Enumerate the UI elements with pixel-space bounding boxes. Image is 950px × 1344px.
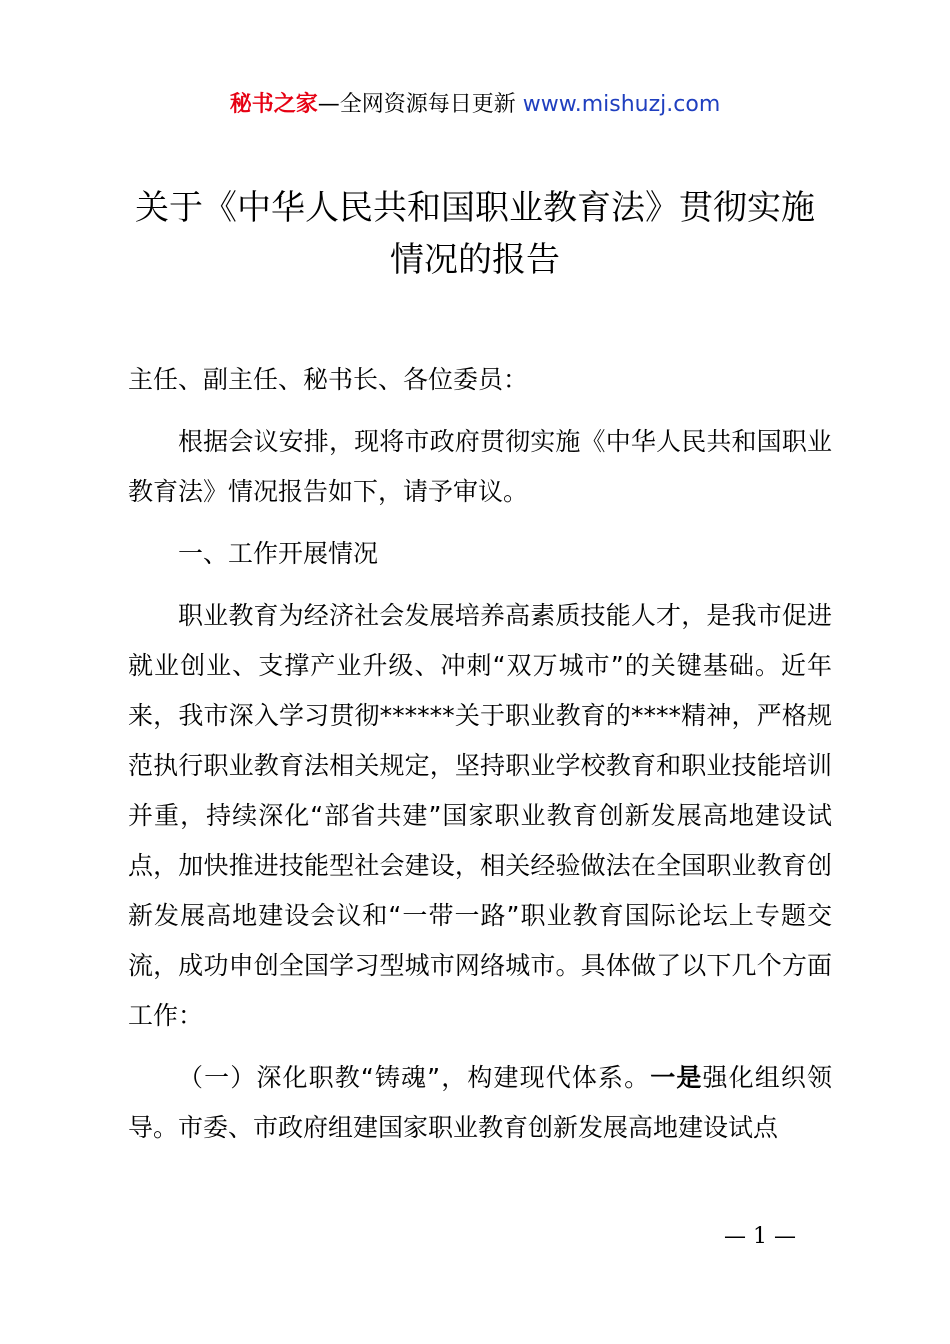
overview-paragraph: 职业教育为经济社会发展培养高素质技能人才，是我市促进就业创业、支撑产业升级、冲刺“双万城市”的关键基础。近年来，我市深入学习贯彻******关于职业教育的****精神，严格规范执行职业教育法相关规定，坚持职业学校教育和职业技能培训并重，持续深化“部省共建”国家职业教育创新发展高地建设试点，加快推进技能型社会建设，相关经验做法在全国职业教育创新发展高地建设会议和“一带一路”职业教育国际论坛上专题交流，成功申创全国学习型城市网络城市。具体做了以下几个方面工作： [128, 601, 832, 1030]
title-line-1: 关于《中华人民共和国职业教育法》贯彻实施 [135, 188, 815, 228]
site-banner [0, 88, 950, 122]
subsection-heading: （一）深化职教“铸魂”，构建现代体系。 [178, 1063, 651, 1092]
subsection-text: 强化组织领导。市委、市政府组建国家职业教育创新发展高地建设试点 [128, 1063, 832, 1142]
subsection-paragraph [128, 1053, 832, 1153]
document-title [120, 182, 830, 286]
banner-tagline: —全网资源每日更新 [317, 92, 516, 117]
site-url-link[interactable]: www.mishuzj.com [522, 92, 721, 117]
page-number: — 1 — [724, 1224, 796, 1249]
section-heading: 一、工作开展情况 [178, 539, 379, 568]
document-body [128, 355, 832, 1161]
intro-paragraph: 根据会议安排，现将市政府贯彻实施《中华人民共和国职业教育法》情况报告如下，请予审议。 [128, 427, 832, 506]
salutation: 主任、副主任、秘书长、各位委员： [128, 365, 529, 394]
subsection-lead: 一是 [650, 1063, 703, 1092]
brand-name: 秘书之家 [229, 92, 318, 117]
title-line-2: 情况的报告 [390, 240, 560, 280]
